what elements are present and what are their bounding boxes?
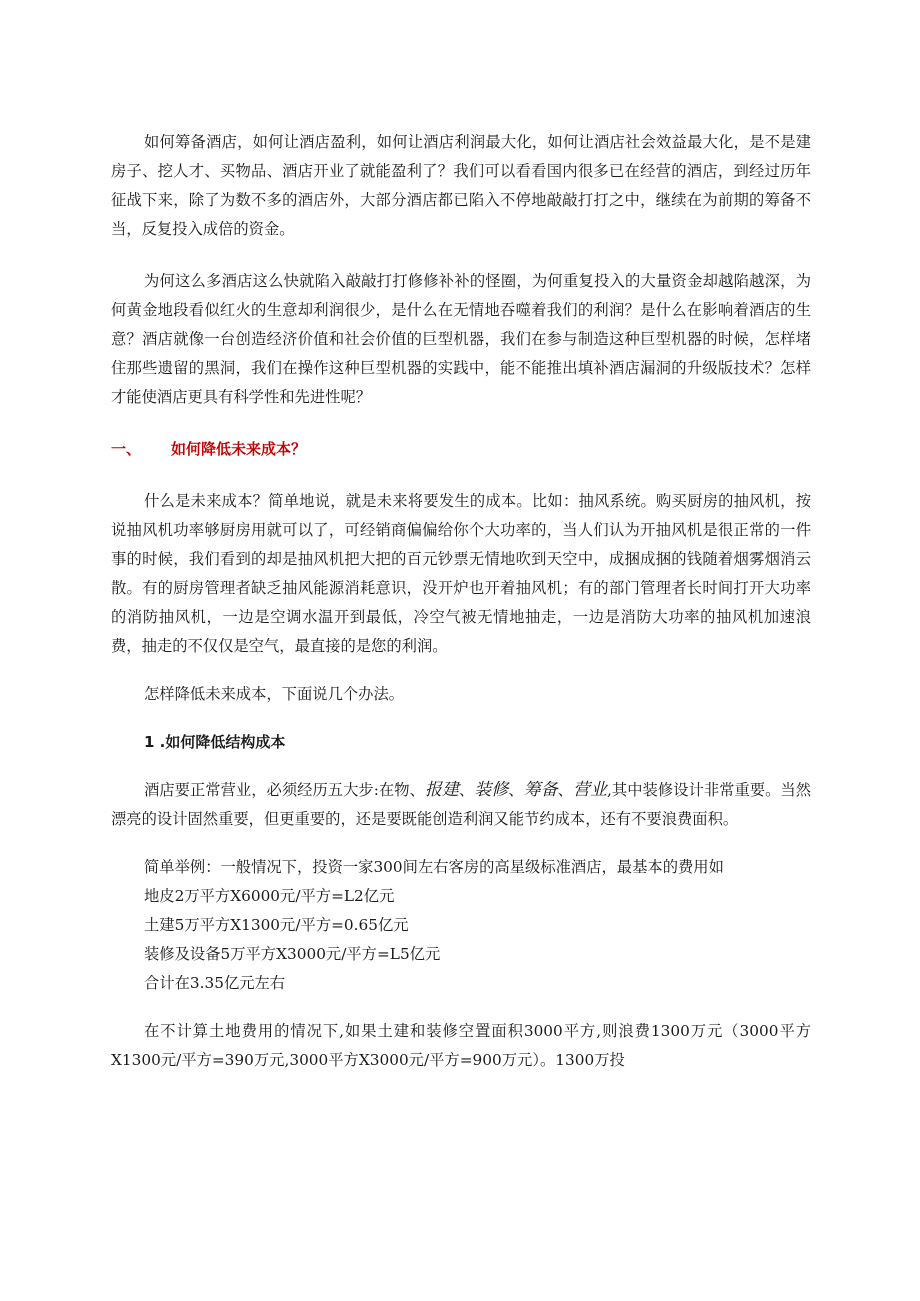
paragraph-example: 简单举例：一般情况下，投资一家300间左右客房的高星级标准酒店，最基本的费用如 xyxy=(144,858,724,876)
cost-line-construction: 土建5万平方X1300元/平方=0.65亿元 xyxy=(144,916,409,934)
text-run: 、 xyxy=(557,781,573,799)
emphasis-yingye: 营业 xyxy=(573,780,608,800)
section-number: 一、 xyxy=(111,440,142,458)
emphasis-baojian: 报建 xyxy=(424,780,459,800)
text-run: 酒店要正常营业，必须经历五大步:在物、 xyxy=(144,781,425,799)
section-heading xyxy=(111,435,811,464)
paragraph-waste: 在不计算土地费用的情况下,如果土建和装修空置面积3000平方,则浪费1300万元（3000平方X1300元/平方=390万元,3000平方X3000元/平方=900万元）。1300万投 xyxy=(111,1022,811,1069)
document-page xyxy=(111,128,811,1075)
text-run: 、 xyxy=(508,781,524,799)
paragraph-intro: 如何筹备酒店，如何让酒店盈利，如何让酒店利润最大化，如何让酒店社会效益最大化，是不是建房子、挖人才、买物品、酒店开业了就能盈利了？我们可以看看国内很多已在经营的酒店，到经过历年征战下来，除了为数不多的酒店外，大部分酒店都已陷入不停地敲敲打打之中，继续在为前期的筹备不当，反复投入成倍的资金。 xyxy=(111,133,811,238)
paragraph-future-cost: 什么是未来成本？简单地说，就是未来将要发生的成本。比如：抽风系统。购买厨房的抽风机，按说抽风机功率够厨房用就可以了，可经销商偏偏给你个大功率的，当人们认为开抽风机是很正常的一件事的时候，我们看到的却是抽风机把大把的百元钞票无情地吹到天空中，成捆成捆的钱随着烟雾烟消云散。有的厨房管理者缺乏抽风能源消耗意识，没开炉也开着抽风机；有的部门管理者长时间打开大功率的消防抽风机，一边是空调水温开到最低，冷空气被无情地抽走，一边是消防大功率的抽风机加速浪费，抽走的不仅仅是空气，最直接的是您的利润。 xyxy=(111,492,811,655)
section-title: 如何降低未来成本？ xyxy=(171,440,307,458)
text-run: 、 xyxy=(458,781,475,799)
paragraph-five-steps xyxy=(111,776,811,834)
emphasis-choubei: 筹备 xyxy=(523,780,558,800)
paragraph-questions: 为何这么多酒店这么快就陷入敲敲打打修修补补的怪圈，为何重复投入的大量资金却越陷越深，为何黄金地段看似红火的生意却利润很少，是什么在无情地吞噬着我们的利润？是什么在影响着酒店的生意？酒店就像一台创造经济价值和社会价值的巨型机器，我们在参与制造这种巨型机器的时候，怎样堵住那些遗留的黑洞，我们在操作这种巨型机器的实践中，能不能推出填补酒店漏洞的升级版技术？怎样才能使酒店更具有科学性和先进性呢？ xyxy=(111,272,811,406)
text-run: ,其中装修设计非常重要。当然漂亮的设计固然重要，但更重要的，还是要既能创造利润又能节约成本，还有不要浪费面积。 xyxy=(111,781,812,828)
cost-line-total: 合计在3.35亿元左右 xyxy=(144,974,286,992)
cost-line-land: 地皮2万平方X6000元/平方=L2亿元 xyxy=(144,887,395,905)
subheading-structure-cost: 1 .如何降低结构成本 xyxy=(144,733,286,751)
cost-line-decoration: 装修及设备5万平方X3000元/平方=L5亿元 xyxy=(144,945,441,963)
emphasis-zhuangxiu: 装修 xyxy=(474,780,509,800)
paragraph-methods-intro: 怎样降低未来成本，下面说几个办法。 xyxy=(144,685,405,703)
